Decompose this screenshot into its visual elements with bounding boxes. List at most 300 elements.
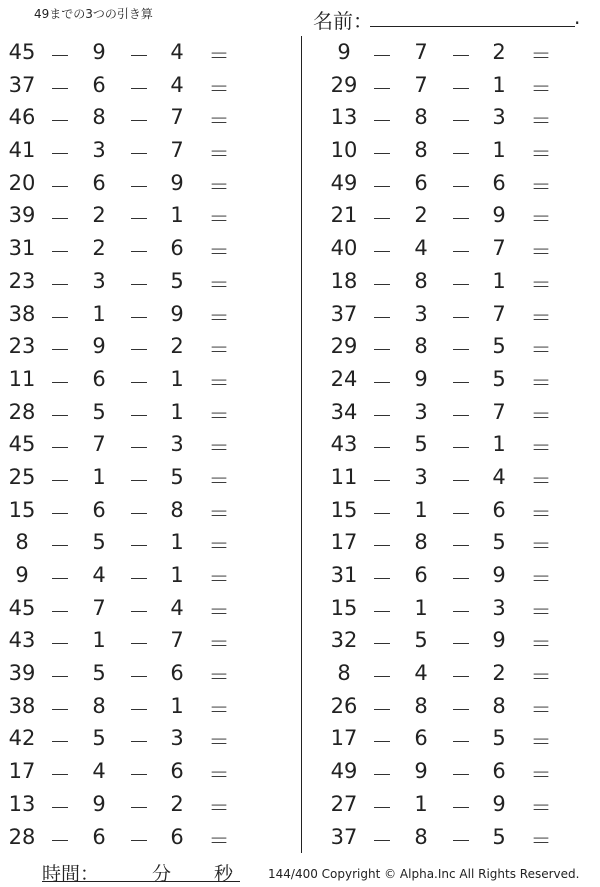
subtrahend-1: 7 bbox=[414, 40, 428, 64]
subtrahend-1: 2 bbox=[414, 203, 428, 228]
subtrahend-2: 9 bbox=[170, 170, 184, 195]
equals-sign: ＝ bbox=[530, 436, 552, 461]
minus-sign: － bbox=[49, 697, 71, 722]
subtrahend-1: 9 bbox=[414, 759, 428, 784]
minuend: 45 bbox=[8, 595, 36, 620]
minutes-label: 分 bbox=[152, 863, 172, 885]
subtrahend-2: 2 bbox=[170, 791, 184, 816]
subtrahend-2: 7 bbox=[492, 301, 506, 326]
minus-sign: － bbox=[371, 240, 393, 265]
equals-sign: ＝ bbox=[208, 272, 230, 297]
subtrahend-1: 3 bbox=[414, 399, 428, 424]
subtrahend-2: 4 bbox=[492, 464, 506, 489]
minus-sign: － bbox=[371, 534, 393, 559]
equals-sign: ＝ bbox=[530, 272, 552, 297]
minuend: 45 bbox=[8, 432, 36, 457]
subtrahend-1: 8 bbox=[414, 334, 428, 359]
equals-sign: ＝ bbox=[208, 697, 230, 722]
subtrahend-2: 2 bbox=[170, 334, 184, 359]
name-field[interactable] bbox=[370, 26, 575, 27]
subtrahend-2: 4 bbox=[170, 595, 184, 620]
minuend: 17 bbox=[8, 759, 36, 784]
subtrahend-1: 4 bbox=[92, 759, 106, 784]
subtrahend-2: 1 bbox=[492, 432, 506, 457]
minuend: 49 bbox=[330, 759, 358, 784]
subtrahend-2: 5 bbox=[492, 726, 506, 751]
minus-sign: － bbox=[450, 730, 472, 755]
equals-sign: ＝ bbox=[530, 828, 552, 853]
subtrahend-2: 5 bbox=[492, 824, 506, 849]
minus-sign: － bbox=[450, 207, 472, 232]
equals-sign: ＝ bbox=[530, 44, 552, 68]
minus-sign: － bbox=[49, 632, 71, 657]
minus-sign: － bbox=[49, 763, 71, 788]
subtrahend-1: 3 bbox=[92, 268, 106, 293]
minuend: 39 bbox=[8, 661, 36, 686]
minus-sign: － bbox=[450, 174, 472, 199]
equals-sign: ＝ bbox=[530, 599, 552, 624]
minuend: 9 bbox=[15, 563, 29, 587]
equals-sign: ＝ bbox=[530, 370, 552, 395]
subtrahend-1: 7 bbox=[92, 595, 106, 620]
subtrahend-2: 7 bbox=[170, 628, 184, 653]
name-end-mark: . bbox=[574, 5, 581, 29]
time-field[interactable] bbox=[42, 881, 240, 882]
minus-sign: － bbox=[128, 174, 150, 199]
minus-sign: － bbox=[128, 403, 150, 428]
minus-sign: － bbox=[371, 501, 393, 526]
minuend: 11 bbox=[8, 366, 36, 391]
equals-sign: ＝ bbox=[208, 665, 230, 690]
equals-sign: ＝ bbox=[530, 403, 552, 428]
minus-sign: － bbox=[49, 436, 71, 461]
equals-sign: ＝ bbox=[208, 240, 230, 265]
minus-sign: － bbox=[371, 567, 393, 591]
name-label: 名前： bbox=[313, 9, 373, 33]
subtrahend-2: 3 bbox=[170, 432, 184, 457]
minus-sign: － bbox=[371, 142, 393, 167]
subtrahend-2: 7 bbox=[492, 399, 506, 424]
subtrahend-2: 5 bbox=[492, 530, 506, 555]
subtrahend-1: 3 bbox=[414, 464, 428, 489]
minus-sign: － bbox=[450, 501, 472, 526]
minuend: 37 bbox=[330, 301, 358, 326]
minus-sign: － bbox=[450, 534, 472, 559]
minus-sign: － bbox=[450, 632, 472, 657]
subtrahend-1: 1 bbox=[92, 301, 106, 326]
subtrahend-1: 5 bbox=[92, 726, 106, 751]
subtrahend-2: 5 bbox=[170, 268, 184, 293]
subtrahend-1: 2 bbox=[92, 203, 106, 228]
minus-sign: － bbox=[450, 436, 472, 461]
minus-sign: － bbox=[128, 207, 150, 232]
minuend: 26 bbox=[330, 693, 358, 718]
subtrahend-2: 6 bbox=[170, 236, 184, 261]
minus-sign: － bbox=[49, 207, 71, 232]
minuend: 13 bbox=[8, 791, 36, 816]
minus-sign: － bbox=[128, 272, 150, 297]
subtrahend-2: 9 bbox=[492, 628, 506, 653]
minus-sign: － bbox=[128, 109, 150, 134]
equals-sign: ＝ bbox=[530, 76, 552, 101]
equals-sign: ＝ bbox=[208, 305, 230, 330]
equals-sign: ＝ bbox=[208, 174, 230, 199]
minus-sign: － bbox=[371, 730, 393, 755]
subtrahend-2: 1 bbox=[492, 138, 506, 163]
subtrahend-1: 1 bbox=[92, 464, 106, 489]
equals-sign: ＝ bbox=[530, 338, 552, 363]
subtrahend-1: 6 bbox=[414, 563, 428, 587]
equals-sign: ＝ bbox=[530, 305, 552, 330]
minus-sign: － bbox=[49, 730, 71, 755]
minuend: 20 bbox=[8, 170, 36, 195]
minus-sign: － bbox=[371, 795, 393, 820]
minus-sign: － bbox=[49, 468, 71, 493]
equals-sign: ＝ bbox=[208, 567, 230, 591]
subtrahend-2: 6 bbox=[492, 759, 506, 784]
minus-sign: － bbox=[371, 632, 393, 657]
equals-sign: ＝ bbox=[208, 763, 230, 788]
subtrahend-2: 6 bbox=[492, 497, 506, 522]
subtrahend-2: 4 bbox=[170, 72, 184, 97]
minus-sign: － bbox=[450, 403, 472, 428]
subtrahend-1: 8 bbox=[414, 530, 428, 555]
minuend: 37 bbox=[8, 72, 36, 97]
subtrahend-2: 7 bbox=[170, 138, 184, 163]
subtrahend-1: 8 bbox=[414, 268, 428, 293]
subtrahend-2: 2 bbox=[492, 661, 506, 686]
minus-sign: － bbox=[371, 174, 393, 199]
subtrahend-2: 3 bbox=[492, 595, 506, 620]
minus-sign: － bbox=[49, 109, 71, 134]
subtrahend-1: 5 bbox=[92, 530, 106, 555]
equals-sign: ＝ bbox=[208, 109, 230, 134]
minus-sign: － bbox=[371, 207, 393, 232]
minuend: 34 bbox=[330, 399, 358, 424]
equals-sign: ＝ bbox=[208, 599, 230, 624]
subtrahend-1: 6 bbox=[414, 170, 428, 195]
column-divider bbox=[301, 36, 302, 853]
equals-sign: ＝ bbox=[208, 795, 230, 820]
minus-sign: － bbox=[128, 370, 150, 395]
equals-sign: ＝ bbox=[530, 142, 552, 167]
minus-sign: － bbox=[128, 338, 150, 363]
minuend: 8 bbox=[15, 530, 29, 555]
minus-sign: － bbox=[450, 109, 472, 134]
minuend: 32 bbox=[330, 628, 358, 653]
minus-sign: － bbox=[371, 468, 393, 493]
minus-sign: － bbox=[49, 305, 71, 330]
minus-sign: － bbox=[49, 338, 71, 363]
minuend: 17 bbox=[330, 530, 358, 555]
minuend: 10 bbox=[330, 138, 358, 163]
minus-sign: － bbox=[128, 76, 150, 101]
minuend: 39 bbox=[8, 203, 36, 228]
subtrahend-1: 9 bbox=[92, 791, 106, 816]
subtrahend-2: 8 bbox=[492, 693, 506, 718]
minus-sign: － bbox=[128, 534, 150, 559]
subtrahend-2: 1 bbox=[170, 399, 184, 424]
minus-sign: － bbox=[371, 272, 393, 297]
minus-sign: － bbox=[450, 44, 472, 68]
equals-sign: ＝ bbox=[208, 207, 230, 232]
subtrahend-1: 6 bbox=[92, 497, 106, 522]
minus-sign: － bbox=[371, 370, 393, 395]
minus-sign: － bbox=[49, 370, 71, 395]
minus-sign: － bbox=[49, 76, 71, 101]
minuend: 27 bbox=[330, 791, 358, 816]
minus-sign: － bbox=[450, 240, 472, 265]
minus-sign: － bbox=[49, 795, 71, 820]
subtrahend-1: 8 bbox=[414, 693, 428, 718]
subtrahend-2: 1 bbox=[170, 366, 184, 391]
minus-sign: － bbox=[371, 436, 393, 461]
minus-sign: － bbox=[371, 665, 393, 690]
minus-sign: － bbox=[49, 403, 71, 428]
minus-sign: － bbox=[49, 534, 71, 559]
minuend: 37 bbox=[330, 824, 358, 849]
subtrahend-2: 5 bbox=[170, 464, 184, 489]
subtrahend-1: 8 bbox=[414, 138, 428, 163]
minus-sign: － bbox=[128, 697, 150, 722]
minuend: 42 bbox=[8, 726, 36, 751]
minus-sign: － bbox=[371, 599, 393, 624]
equals-sign: ＝ bbox=[208, 534, 230, 559]
subtrahend-1: 5 bbox=[92, 661, 106, 686]
equals-sign: ＝ bbox=[530, 665, 552, 690]
subtrahend-1: 6 bbox=[92, 170, 106, 195]
minuend: 46 bbox=[8, 105, 36, 130]
equals-sign: ＝ bbox=[530, 501, 552, 526]
subtrahend-1: 6 bbox=[92, 366, 106, 391]
subtrahend-1: 2 bbox=[92, 236, 106, 261]
equals-sign: ＝ bbox=[530, 468, 552, 493]
minus-sign: － bbox=[128, 828, 150, 853]
equals-sign: ＝ bbox=[530, 240, 552, 265]
subtrahend-1: 8 bbox=[92, 105, 106, 130]
minus-sign: － bbox=[128, 44, 150, 68]
minus-sign: － bbox=[49, 240, 71, 265]
minuend: 31 bbox=[8, 236, 36, 261]
minuend: 18 bbox=[330, 268, 358, 293]
minuend: 15 bbox=[330, 595, 358, 620]
minus-sign: － bbox=[49, 599, 71, 624]
minuend: 15 bbox=[8, 497, 36, 522]
subtrahend-2: 2 bbox=[492, 40, 506, 64]
seconds-label: 秒 bbox=[214, 863, 234, 885]
minus-sign: － bbox=[128, 305, 150, 330]
equals-sign: ＝ bbox=[208, 730, 230, 755]
equals-sign: ＝ bbox=[208, 468, 230, 493]
equals-sign: ＝ bbox=[530, 632, 552, 657]
worksheet-title: 49までの3つの引き算 bbox=[34, 7, 153, 21]
subtrahend-1: 6 bbox=[92, 824, 106, 849]
subtrahend-1: 6 bbox=[414, 726, 428, 751]
subtrahend-2: 5 bbox=[492, 334, 506, 359]
subtrahend-2: 1 bbox=[170, 203, 184, 228]
subtrahend-1: 5 bbox=[414, 432, 428, 457]
subtrahend-1: 1 bbox=[414, 791, 428, 816]
minuend: 38 bbox=[8, 301, 36, 326]
minus-sign: － bbox=[450, 370, 472, 395]
minus-sign: － bbox=[49, 501, 71, 526]
minuend: 21 bbox=[330, 203, 358, 228]
minus-sign: － bbox=[450, 599, 472, 624]
minuend: 9 bbox=[337, 40, 351, 64]
minuend: 45 bbox=[8, 40, 36, 64]
subtrahend-1: 8 bbox=[414, 824, 428, 849]
equals-sign: ＝ bbox=[530, 534, 552, 559]
minus-sign: － bbox=[450, 567, 472, 591]
subtrahend-1: 4 bbox=[92, 563, 106, 587]
minus-sign: － bbox=[128, 567, 150, 591]
minus-sign: － bbox=[371, 697, 393, 722]
minus-sign: － bbox=[371, 403, 393, 428]
subtrahend-1: 6 bbox=[92, 72, 106, 97]
minuend: 31 bbox=[330, 563, 358, 587]
minus-sign: － bbox=[450, 697, 472, 722]
minus-sign: － bbox=[49, 665, 71, 690]
subtrahend-2: 9 bbox=[170, 301, 184, 326]
equals-sign: ＝ bbox=[208, 403, 230, 428]
minuend: 41 bbox=[8, 138, 36, 163]
minus-sign: － bbox=[371, 109, 393, 134]
minus-sign: － bbox=[128, 599, 150, 624]
minus-sign: － bbox=[128, 730, 150, 755]
subtrahend-2: 7 bbox=[170, 105, 184, 130]
subtrahend-1: 8 bbox=[414, 105, 428, 130]
minus-sign: － bbox=[450, 76, 472, 101]
minus-sign: － bbox=[450, 338, 472, 363]
equals-sign: ＝ bbox=[208, 338, 230, 363]
subtrahend-1: 9 bbox=[92, 40, 106, 64]
minus-sign: － bbox=[128, 795, 150, 820]
minuend: 43 bbox=[8, 628, 36, 653]
subtrahend-1: 3 bbox=[92, 138, 106, 163]
subtrahend-2: 1 bbox=[492, 72, 506, 97]
equals-sign: ＝ bbox=[208, 370, 230, 395]
subtrahend-1: 9 bbox=[414, 366, 428, 391]
minuend: 13 bbox=[330, 105, 358, 130]
subtrahend-2: 8 bbox=[170, 497, 184, 522]
subtrahend-2: 6 bbox=[170, 759, 184, 784]
copyright-text: 144/400 Copyright © Alpha.Inc All Rights Reserved. bbox=[268, 867, 580, 881]
minus-sign: － bbox=[450, 468, 472, 493]
subtrahend-1: 7 bbox=[414, 72, 428, 97]
minus-sign: － bbox=[128, 468, 150, 493]
minus-sign: － bbox=[450, 142, 472, 167]
equals-sign: ＝ bbox=[208, 632, 230, 657]
minus-sign: － bbox=[450, 828, 472, 853]
subtrahend-2: 4 bbox=[170, 40, 184, 64]
subtrahend-1: 4 bbox=[414, 236, 428, 261]
equals-sign: ＝ bbox=[530, 207, 552, 232]
minuend: 40 bbox=[330, 236, 358, 261]
minuend: 23 bbox=[8, 334, 36, 359]
subtrahend-1: 1 bbox=[92, 628, 106, 653]
equals-sign: ＝ bbox=[530, 109, 552, 134]
time-label: 時間： bbox=[42, 863, 100, 885]
minuend: 28 bbox=[8, 824, 36, 849]
subtrahend-2: 1 bbox=[170, 693, 184, 718]
minus-sign: － bbox=[49, 174, 71, 199]
subtrahend-2: 6 bbox=[170, 661, 184, 686]
subtrahend-1: 8 bbox=[92, 693, 106, 718]
subtrahend-2: 3 bbox=[492, 105, 506, 130]
minus-sign: － bbox=[128, 665, 150, 690]
equals-sign: ＝ bbox=[208, 142, 230, 167]
minus-sign: － bbox=[128, 240, 150, 265]
subtrahend-1: 5 bbox=[92, 399, 106, 424]
subtrahend-1: 4 bbox=[414, 661, 428, 686]
minuend: 15 bbox=[330, 497, 358, 522]
equals-sign: ＝ bbox=[208, 76, 230, 101]
equals-sign: ＝ bbox=[530, 795, 552, 820]
equals-sign: ＝ bbox=[208, 828, 230, 853]
subtrahend-1: 1 bbox=[414, 595, 428, 620]
equals-sign: ＝ bbox=[530, 730, 552, 755]
subtrahend-1: 3 bbox=[414, 301, 428, 326]
minus-sign: － bbox=[371, 763, 393, 788]
equals-sign: ＝ bbox=[530, 697, 552, 722]
equals-sign: ＝ bbox=[530, 763, 552, 788]
minus-sign: － bbox=[450, 763, 472, 788]
minuend: 49 bbox=[330, 170, 358, 195]
minus-sign: － bbox=[49, 44, 71, 68]
subtrahend-2: 9 bbox=[492, 203, 506, 228]
equals-sign: ＝ bbox=[530, 567, 552, 591]
minuend: 29 bbox=[330, 72, 358, 97]
subtrahend-2: 6 bbox=[170, 824, 184, 849]
subtrahend-1: 5 bbox=[414, 628, 428, 653]
minuend: 11 bbox=[330, 464, 358, 489]
subtrahend-1: 1 bbox=[414, 497, 428, 522]
minus-sign: － bbox=[49, 828, 71, 853]
minuend: 28 bbox=[8, 399, 36, 424]
subtrahend-2: 9 bbox=[492, 563, 506, 587]
minus-sign: － bbox=[450, 305, 472, 330]
equals-sign: ＝ bbox=[530, 174, 552, 199]
minuend: 8 bbox=[337, 661, 351, 686]
equals-sign: ＝ bbox=[208, 436, 230, 461]
minus-sign: － bbox=[128, 763, 150, 788]
minus-sign: － bbox=[128, 632, 150, 657]
minus-sign: － bbox=[371, 76, 393, 101]
subtrahend-2: 1 bbox=[170, 563, 184, 587]
minus-sign: － bbox=[49, 272, 71, 297]
minuend: 25 bbox=[8, 464, 36, 489]
subtrahend-1: 7 bbox=[92, 432, 106, 457]
minus-sign: － bbox=[450, 665, 472, 690]
minus-sign: － bbox=[49, 567, 71, 591]
minuend: 17 bbox=[330, 726, 358, 751]
minuend: 23 bbox=[8, 268, 36, 293]
equals-sign: ＝ bbox=[208, 44, 230, 68]
minus-sign: － bbox=[450, 272, 472, 297]
minuend: 38 bbox=[8, 693, 36, 718]
minus-sign: － bbox=[371, 828, 393, 853]
subtrahend-2: 1 bbox=[492, 268, 506, 293]
subtrahend-2: 5 bbox=[492, 366, 506, 391]
minus-sign: － bbox=[450, 795, 472, 820]
minus-sign: － bbox=[128, 501, 150, 526]
minuend: 29 bbox=[330, 334, 358, 359]
subtrahend-2: 3 bbox=[170, 726, 184, 751]
equals-sign: ＝ bbox=[208, 501, 230, 526]
subtrahend-1: 9 bbox=[92, 334, 106, 359]
minus-sign: － bbox=[371, 44, 393, 68]
minus-sign: － bbox=[49, 142, 71, 167]
